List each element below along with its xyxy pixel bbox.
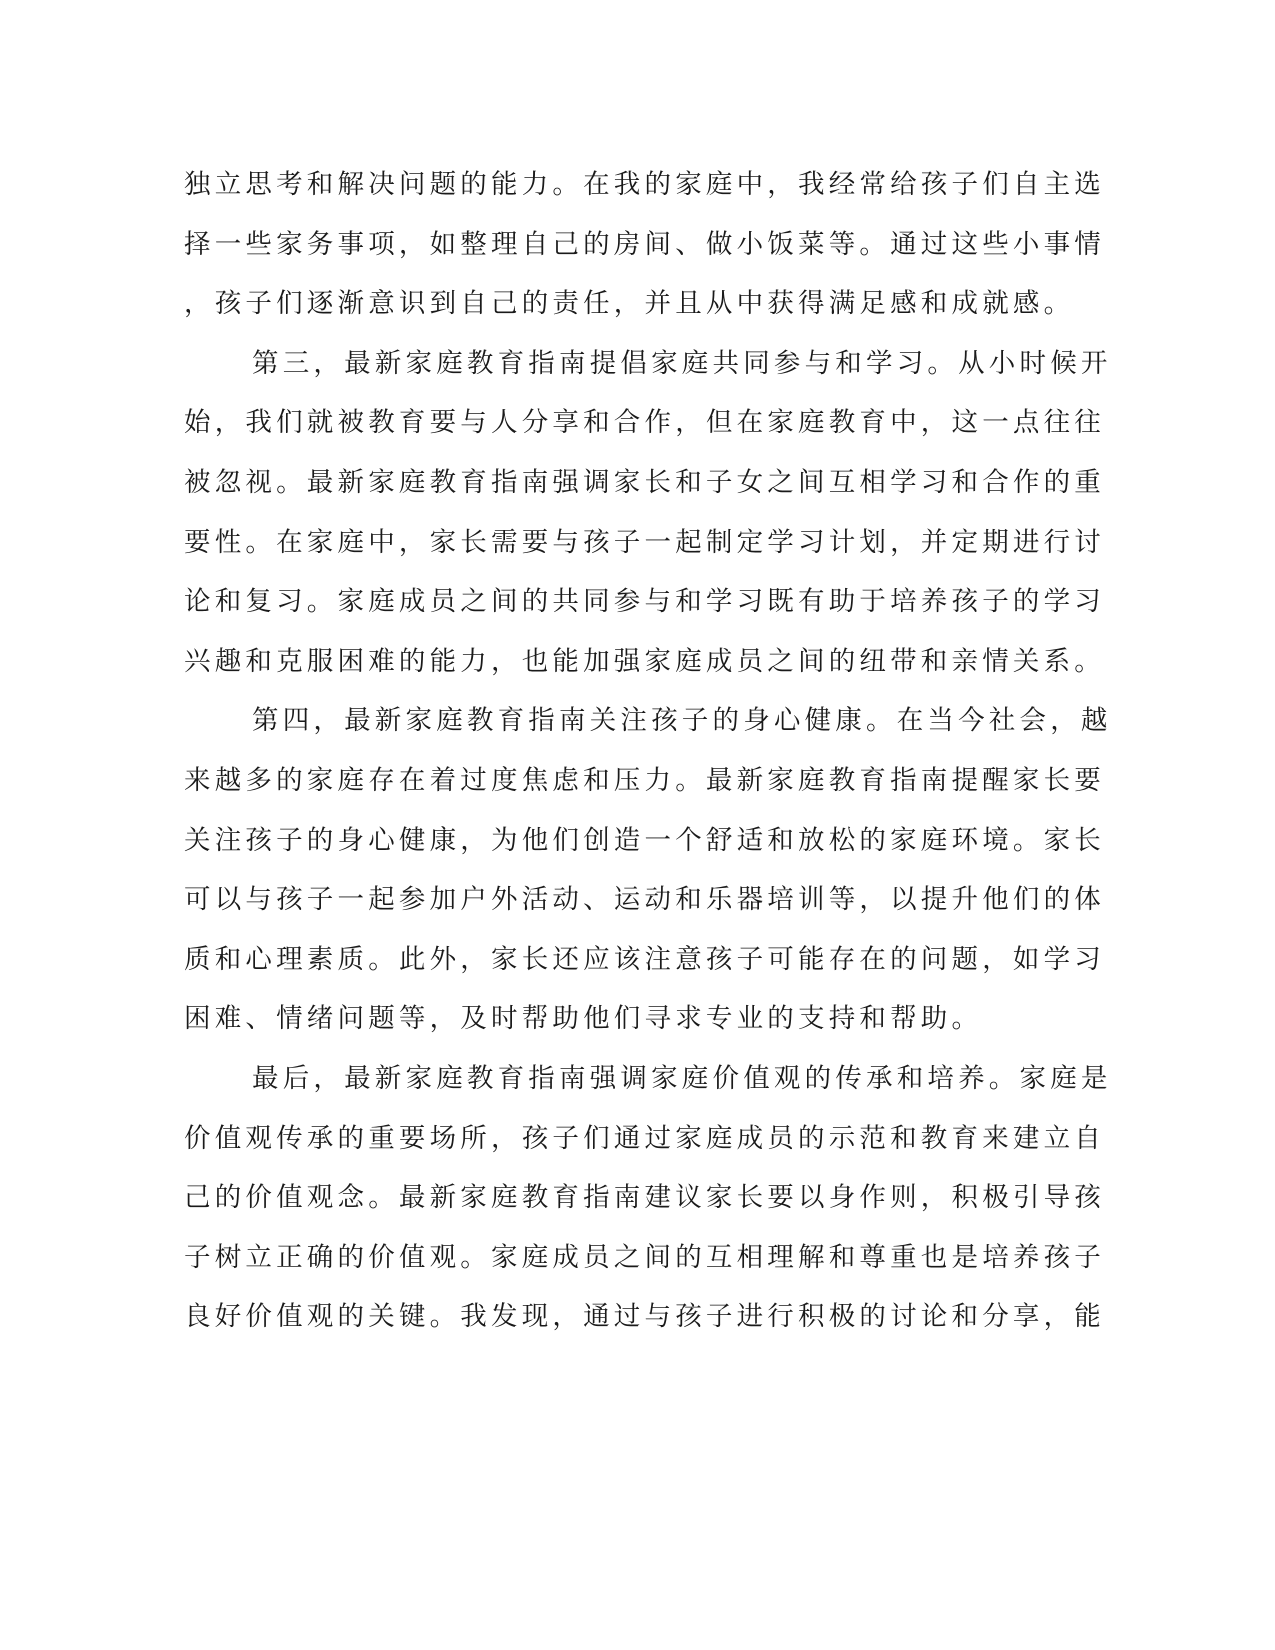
text-line: 困难、情绪问题等，及时帮助他们寻求专业的支持和帮助。 (184, 1003, 983, 1035)
text-line: ，孩子们逐渐意识到自己的责任，并且从中获得满足感和成就感。 (184, 288, 1075, 320)
text-line: 己的价值观念。最新家庭教育指南建议家长要以身作则，积极引导孩 (184, 1182, 1105, 1214)
paragraph-start-line: 第四，最新家庭教育指南关注孩子的身心健康。在当今社会，越 (252, 705, 1112, 737)
text-line: 独立思考和解决问题的能力。在我的家庭中，我经常给孩子们自主选 (184, 169, 1105, 200)
text-line: 良好价值观的关键。我发现，通过与孩子进行积极的讨论和分享，能 (184, 1301, 1105, 1333)
text-line: 论和复习。家庭成员之间的共同参与和学习既有助于培养孩子的学习 (184, 586, 1105, 618)
text-line: 要性。在家庭中，家长需要与孩子一起制定学习计划，并定期进行讨 (184, 526, 1105, 558)
text-line: 兴趣和克服困难的能力，也能加强家庭成员之间的纽带和亲情关系。 (184, 645, 1105, 677)
text-line: 关注孩子的身心健康，为他们创造一个舒适和放松的家庭环境。家长 (184, 824, 1105, 856)
text-line: 被忽视。最新家庭教育指南强调家长和子女之间互相学习和合作的重 (184, 466, 1105, 498)
text-line: 质和心理素质。此外，家长还应该注意孩子可能存在的问题，如学习 (184, 943, 1105, 975)
text-line: 始，我们就被教育要与人分享和合作，但在家庭教育中，这一点往往 (184, 407, 1105, 439)
text-line: 价值观传承的重要场所，孩子们通过家庭成员的示范和教育来建立自 (184, 1122, 1105, 1154)
text-line: 子树立正确的价值观。家庭成员之间的互相理解和尊重也是培养孩子 (184, 1241, 1105, 1273)
paragraph-start-line: 第三，最新家庭教育指南提倡家庭共同参与和学习。从小时候开 (252, 347, 1112, 379)
text-line: 来越多的家庭存在着过度焦虑和压力。最新家庭教育指南提醒家长要 (184, 764, 1105, 796)
body-text (184, 155, 1112, 1347)
paragraph-start-line: 最后，最新家庭教育指南强调家庭价值观的传承和培养。家庭是 (252, 1062, 1112, 1094)
text-line: 可以与孩子一起参加户外活动、运动和乐器培训等，以提升他们的体 (184, 884, 1105, 916)
text-line: 择一些家务事项，如整理自己的房间、做小饭菜等。通过这些小事情 (184, 228, 1105, 260)
